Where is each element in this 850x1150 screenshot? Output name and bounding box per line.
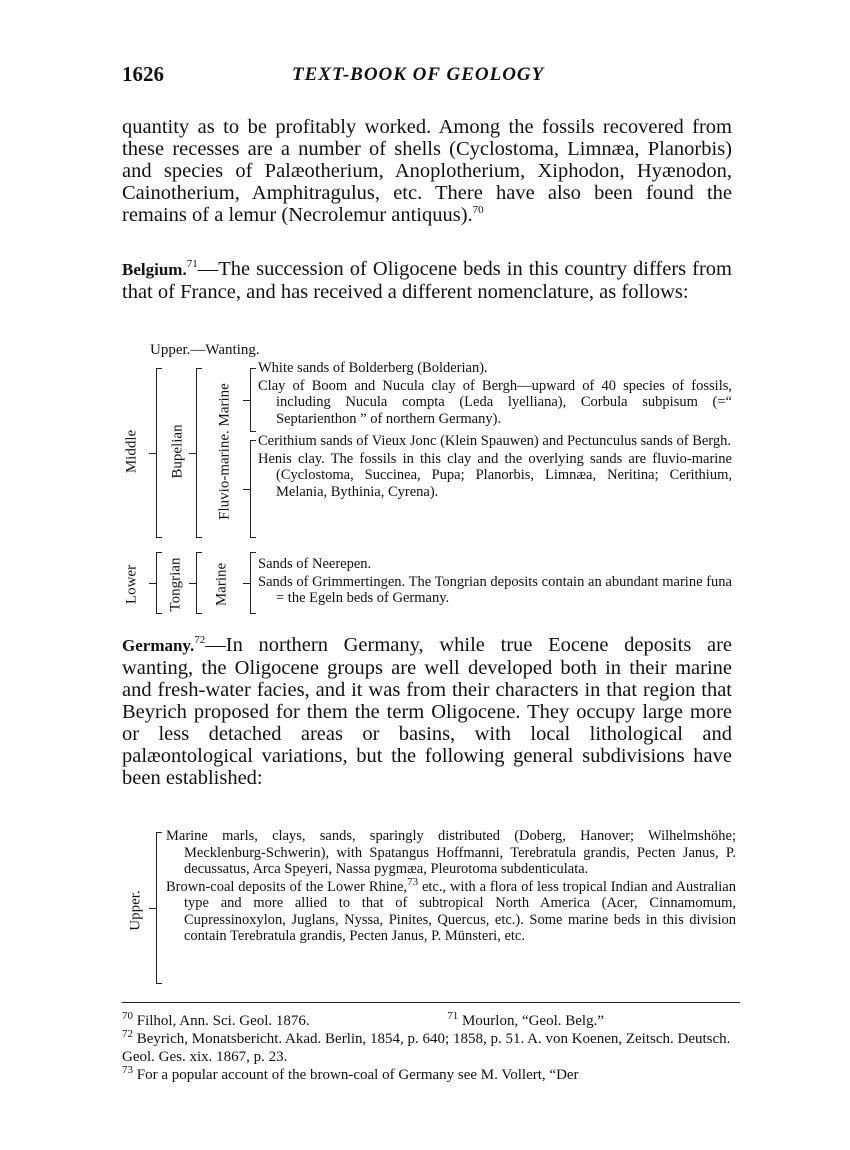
footnote-number: 71	[447, 1010, 459, 1022]
footnote-number: 70	[122, 1010, 133, 1022]
entry2-start: Brown-coal deposits of the Lower Rhine,	[166, 878, 408, 895]
lower-brace	[156, 552, 157, 614]
fluvio-marine-brace	[250, 440, 251, 538]
footnote-ref-70: 70	[472, 204, 484, 217]
footnote-text: Filhol, Ann. Sci. Geol. 1876.	[133, 1013, 310, 1029]
footnote-ref-71: 71	[186, 258, 198, 271]
tongrian-brace	[196, 552, 197, 614]
footnote-70-71	[122, 1012, 740, 1030]
belgium-heading: Belgium.	[122, 260, 187, 279]
page-number: 1626	[122, 62, 164, 86]
middle-entries	[258, 360, 732, 501]
footnote-number: 72	[122, 1028, 133, 1040]
list-item: Sands of Grimmertingen. The Tongrian deposits contain an abundant marine funa = the Egeln beds of Germany.	[258, 573, 732, 606]
footnote-ref-72: 72	[194, 634, 206, 647]
bupelian-label: Bupelian	[169, 424, 186, 479]
footnote-73	[122, 1066, 740, 1084]
germany-heading: Germany.	[122, 636, 195, 655]
list-item: White sands of Bolderberg (Bolderian).	[258, 360, 488, 376]
list-item: Sands of Neerepen.	[258, 556, 372, 572]
footnote-ref-73: 73	[407, 875, 419, 888]
middle-brace	[156, 368, 157, 538]
footnote-72	[122, 1030, 740, 1066]
footnote-text: Mourlon, “Geol. Belg.”	[458, 1013, 604, 1029]
footnote-number: 73	[122, 1064, 133, 1076]
upper-wanting: Upper.—Wanting.	[150, 342, 260, 358]
upper-label: Upper.	[127, 890, 144, 931]
marine-brace	[250, 368, 251, 432]
list-item: Cerithium sands of Vieux Jonc (Klein Spauwen) and Pectunculus sands of Bergh.	[258, 433, 731, 449]
belgium-text: —The succession of Oligocene beds in this country differs from that of France, and has received a different nomenclature, as follows:	[122, 258, 732, 303]
germany-text: —In northern Germany, while true Eocene deposits are wanting, the Oligocene groups are well developed both in their marine and fresh-water facies, and it was from their characters in that region that Beyrich proposed for them the term Oligocene. They occupy large more or less detached areas or basins, with local lithological and palæontological variations, but the following general subdivisions have been established:	[122, 634, 732, 789]
upper-entries	[166, 828, 736, 946]
paragraph-germany	[122, 634, 732, 789]
running-title: TEXT-BOOK OF GEOLOGY	[292, 64, 545, 85]
footnote-rule	[122, 1002, 740, 1003]
list-item	[166, 875, 736, 945]
running-head	[122, 62, 740, 92]
footnotes	[122, 1012, 740, 1084]
lower-entries	[258, 556, 732, 608]
tongrian-label: Tongrian	[167, 557, 184, 612]
footnote-text: Beyrich, Monatsbericht. Akad. Berlin, 1854, p. 640; 1858, p. 51. A. von Koenen, Zeitsch. Deutsch. Geol. Ges. xix. 1867, p. 23.	[122, 1031, 731, 1065]
marine-label: Marine	[213, 562, 230, 607]
paragraph-fossils	[122, 116, 732, 226]
bupelian-brace	[196, 368, 197, 538]
footnote-text: For a popular account of the brown-coal of Germany see M. Vollert, “Der	[133, 1067, 579, 1083]
paragraph-belgium	[122, 258, 732, 303]
fluvio-marine-label: Fluvio-marine. Marine	[216, 383, 233, 520]
upper-brace	[156, 832, 157, 984]
list-item: Henis clay. The fossils in this clay and the overlying sands are fluvio-marine (Cyclostoma, Succinea, Pupa; Planorbis, Limnæa, Neritina; Cerithium, Melania, Bythinia, Cyrena).	[258, 450, 732, 500]
entry2-end: etc., with a flora of less tropical Indian and Australian type and more allied to that of subtropical North America (Acer, Cinnamomum, Cupressinoxylon, Juglans, Nyssa, Pinites, Quercus, etc.). Some marine beds in this division contain Terebratula grandis, Pecten Janus, P. Münsteri, etc.	[184, 878, 736, 944]
list-item: Marine marls, clays, sands, sparingly distributed (Doberg, Hanover; Wilhelmshöhe; Mecklenburg-Schwerin), with Spatangus Hoffmanni, Terebratula grandis, Pecten Janus, P. decussatus, Arca Speyeri, Nassa pygmæa, Pleurotoma subdenticulata.	[166, 828, 736, 877]
lower-label: Lower	[123, 564, 140, 605]
middle-label: Middle	[123, 429, 140, 474]
list-item: Clay of Boom and Nucula clay of Bergh—upward of 40 species of fossils, including Nucula compta (Leda lyelliana), Corbula subpisum (=“ Septarienthon ” of northern Germany).	[258, 377, 732, 427]
lower-marine-brace	[250, 552, 251, 614]
paragraph-fossils-text: quantity as to be profitably worked. Among the fossils recovered from these recesses are a number of shells (Cyclostoma, Limnæa, Planorbis) and species of Palæotherium, Anoplotherium, Xiphodon, Hyænodon, Cainotherium, Amphitragulus, etc. There have also been found the remains of a lemur (Necrolemur antiquus).	[122, 116, 732, 226]
